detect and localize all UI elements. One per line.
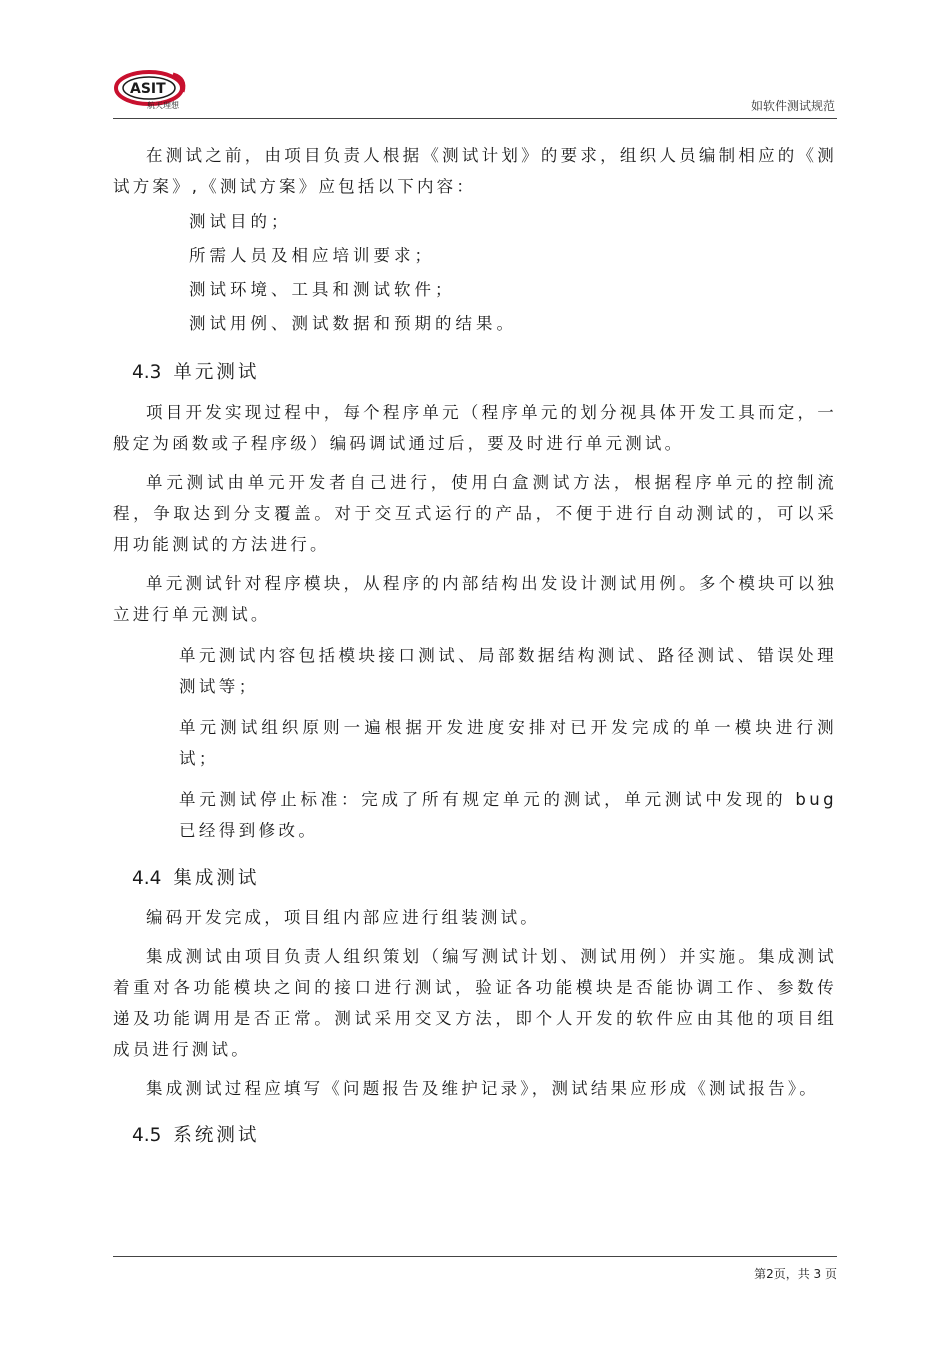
section-heading-4-4: [113, 864, 837, 890]
header-rule: [113, 118, 837, 119]
paragraph: 项目开发实现过程中，每个程序单元（程序单元的划分视具体开发工具而定，一般定为函数或子程序级）编码调试通过后，要及时进行单元测试。: [113, 403, 837, 453]
list-item: 单元测试停止标准：完成了所有规定单元的测试，单元测试中发现的 bug 已经得到修改。: [179, 790, 837, 840]
page-header: [113, 62, 837, 117]
footer-rule: [113, 1256, 837, 1257]
list-item: 测试目的；: [189, 212, 292, 231]
list-item: 单元测试组织原则一遍根据开发进度安排对已开发完成的单一模块进行测试；: [179, 718, 837, 768]
list-item: 测试环境、工具和测试软件；: [189, 280, 456, 299]
paragraph: 编码开发完成，项目组内部应进行组装测试。: [146, 908, 540, 927]
paragraph: 单元测试针对程序模块，从程序的内部结构出发设计测试用例。多个模块可以独立进行单元测试。: [113, 574, 837, 624]
section-number: 4.4: [132, 868, 162, 889]
paragraph: 集成测试过程应填写《问题报告及维护记录》，测试结果应形成《测试报告》。: [146, 1079, 819, 1098]
page-content: [113, 140, 837, 1147]
section-title: 集成测试: [173, 868, 260, 889]
paragraph-intro: 在测试之前，由项目负责人根据《测试计划》的要求，组织人员编制相应的《测试方案》,《测试方案》应包括以下内容：: [113, 146, 837, 196]
logo-subtext: 航天理想: [147, 101, 179, 110]
section-heading-4-3: [113, 358, 837, 384]
section-title: 单元测试: [173, 362, 260, 383]
section-title: 系统测试: [173, 1125, 260, 1146]
logo-text: ASIT: [130, 81, 166, 97]
paragraph: 单元测试由单元开发者自己进行，使用白盒测试方法，根据程序单元的控制流程，争取达到分支覆盖。对于交互式运行的产品，不便于进行自动测试的，可以采用功能测试的方法进行。: [113, 473, 837, 554]
list-item: 单元测试内容包括模块接口测试、局部数据结构测试、路径测试、错误处理测试等；: [179, 646, 837, 696]
paragraph: 集成测试由项目负责人组织策划（编写测试计划、测试用例）并实施。集成测试着重对各功能模块之间的接口进行测试，验证各功能模块是否能协调工作、参数传递及功能调用是否正常。测试采用交叉方法，即个人开发的软件应由其他的项目组成员进行测试。: [113, 947, 837, 1059]
list-item: 所需人员及相应培训要求；: [189, 246, 435, 265]
page-number: 第2页，共 3 页: [754, 1267, 837, 1281]
section-number: 4.5: [132, 1125, 162, 1146]
list-item: 测试用例、测试数据和预期的结果。: [189, 314, 517, 333]
document-title: 如软件测试规范: [750, 99, 835, 113]
section-number: 4.3: [132, 362, 162, 383]
section-heading-4-5: [113, 1121, 837, 1147]
